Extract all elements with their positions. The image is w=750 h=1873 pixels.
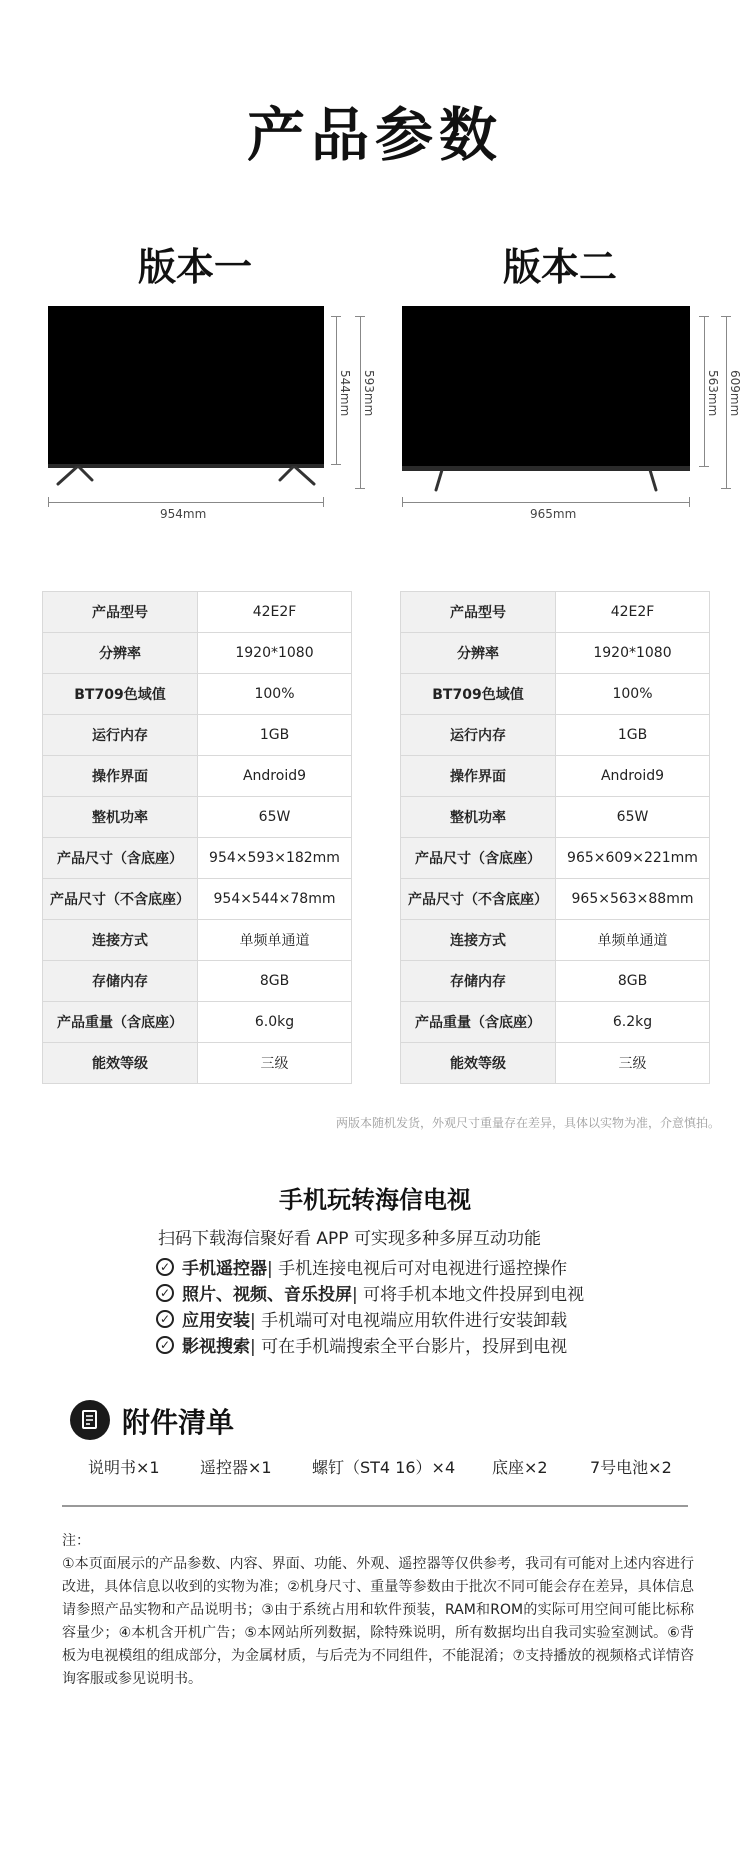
spec-row bbox=[401, 920, 710, 961]
spec-value: 6.2kg bbox=[556, 1002, 710, 1043]
accessory-item: 遥控器×1 bbox=[200, 1458, 272, 1477]
spec-row bbox=[401, 633, 710, 674]
feature-desc: | 手机端可对电视端应用软件进行安装卸载 bbox=[250, 1311, 568, 1331]
spec-row bbox=[43, 961, 352, 1002]
feature-name: 应用安装 bbox=[182, 1311, 250, 1331]
spec-row bbox=[43, 1043, 352, 1084]
tv-stand-feet bbox=[48, 466, 324, 488]
spec-row bbox=[401, 838, 710, 879]
spec-value: 100% bbox=[556, 674, 710, 715]
spec-row bbox=[401, 797, 710, 838]
spec-value: 三级 bbox=[198, 1043, 352, 1084]
accessory-item: 底座×2 bbox=[492, 1458, 548, 1477]
dim-tick bbox=[48, 497, 49, 507]
spec-key: 操作界面 bbox=[401, 756, 556, 797]
spec-table-version-one bbox=[42, 591, 352, 1084]
spec-table-version-two bbox=[400, 591, 710, 1084]
spec-row bbox=[401, 1043, 710, 1084]
check-circle-icon: ✓ bbox=[156, 1336, 174, 1354]
spec-row bbox=[43, 756, 352, 797]
spec-row bbox=[43, 920, 352, 961]
width-label: 965mm bbox=[530, 507, 577, 521]
spec-key: 产品重量（含底座） bbox=[43, 1002, 198, 1043]
spec-key: 产品型号 bbox=[43, 592, 198, 633]
spec-key: 分辨率 bbox=[401, 633, 556, 674]
spec-key: 运行内存 bbox=[43, 715, 198, 756]
spec-key: 存储内存 bbox=[401, 961, 556, 1002]
spec-row bbox=[43, 674, 352, 715]
spec-row bbox=[43, 715, 352, 756]
width-line bbox=[402, 502, 690, 503]
height-no-base-line bbox=[336, 316, 337, 464]
spec-value: Android9 bbox=[556, 756, 710, 797]
spec-value: 65W bbox=[556, 797, 710, 838]
spec-key: 整机功率 bbox=[401, 797, 556, 838]
page-title: 产品参数 bbox=[246, 101, 503, 169]
spec-row bbox=[43, 633, 352, 674]
accessories-title: 附件清单 bbox=[122, 1406, 235, 1439]
accessory-item: 7号电池×2 bbox=[590, 1458, 672, 1477]
feature-item bbox=[156, 1254, 567, 1279]
spec-value: 1GB bbox=[556, 715, 710, 756]
divider bbox=[62, 1505, 688, 1507]
version-two-label: 版本二 bbox=[502, 245, 617, 289]
width-line bbox=[48, 502, 324, 503]
spec-row bbox=[43, 797, 352, 838]
note-label: 注： bbox=[62, 1533, 90, 1549]
spec-row bbox=[401, 961, 710, 1002]
height-no-base-label: 563mm bbox=[706, 370, 720, 417]
spec-value: 954×544×78mm bbox=[198, 879, 352, 920]
spec-key: 产品型号 bbox=[401, 592, 556, 633]
dim-tick bbox=[699, 466, 709, 467]
spec-key: 能效等级 bbox=[401, 1043, 556, 1084]
dim-tick bbox=[331, 316, 341, 317]
dim-tick bbox=[355, 316, 365, 317]
spec-key: 产品尺寸（不含底座） bbox=[401, 879, 556, 920]
spec-value: 65W bbox=[198, 797, 352, 838]
spec-value: 6.0kg bbox=[198, 1002, 352, 1043]
spec-value: 8GB bbox=[556, 961, 710, 1002]
spec-key: BT709色域值 bbox=[401, 674, 556, 715]
spec-value: 42E2F bbox=[556, 592, 710, 633]
feature-name: 手机遥控器 bbox=[182, 1259, 267, 1279]
spec-key: 操作界面 bbox=[43, 756, 198, 797]
spec-row bbox=[401, 1002, 710, 1043]
spec-row bbox=[401, 592, 710, 633]
spec-key: 连接方式 bbox=[401, 920, 556, 961]
spec-key: 产品尺寸（含底座） bbox=[43, 838, 198, 879]
height-no-base-line bbox=[704, 316, 705, 466]
spec-key: 运行内存 bbox=[401, 715, 556, 756]
dim-tick bbox=[721, 488, 731, 489]
feature-desc: | 手机连接电视后可对电视进行遥控操作 bbox=[267, 1259, 568, 1279]
feature-name: 照片、视频、音乐投屏 bbox=[182, 1285, 352, 1305]
height-with-base-line bbox=[726, 316, 727, 488]
spec-value: 8GB bbox=[198, 961, 352, 1002]
dim-tick bbox=[402, 497, 403, 507]
spec-value: 954×593×182mm bbox=[198, 838, 352, 879]
dim-tick bbox=[323, 497, 324, 507]
check-circle-icon: ✓ bbox=[156, 1310, 174, 1328]
spec-value: 1920*1080 bbox=[198, 633, 352, 674]
spec-row bbox=[43, 1002, 352, 1043]
spec-row bbox=[401, 879, 710, 920]
note-body: ①本页面展示的产品参数、内容、界面、功能、外观、遥控器等仅供参考，我司有可能对上述内容进行改进，具体信息以收到的实物为准；②机身尺寸、重量等参数由于批次不同可能会存在差异，具体信息请参照产品实物和产品说明书；③由于系统占用和软件预装，RAM和ROM的实际可用空间可能比标称容量少；④本机含开机广告；⑤本网站所列数据，除特殊说明，所有数据均出自我司实验室测试。⑥背板为电视模组的组成部分，为金属材质，与后壳为不同组件，不能混淆；⑦支持播放的视频格式详情咨询客服或参见说明书。 bbox=[62, 1556, 694, 1687]
spec-key: 能效等级 bbox=[43, 1043, 198, 1084]
feature-item bbox=[156, 1280, 584, 1305]
spec-key: 连接方式 bbox=[43, 920, 198, 961]
spec-row bbox=[43, 838, 352, 879]
spec-value: 100% bbox=[198, 674, 352, 715]
spec-key: 产品尺寸（不含底座） bbox=[43, 879, 198, 920]
spec-value: 单频单通道 bbox=[556, 920, 710, 961]
spec-key: 整机功率 bbox=[43, 797, 198, 838]
height-with-base-label: 609mm bbox=[728, 370, 742, 417]
spec-value: 单频单通道 bbox=[198, 920, 352, 961]
disclaimer-text: 两版本随机发货，外观尺寸重量存在差异，具体以实物为准，介意慎拍。 bbox=[335, 1116, 720, 1130]
spec-key: 存储内存 bbox=[43, 961, 198, 1002]
spec-value: 965×563×88mm bbox=[556, 879, 710, 920]
spec-key: 产品尺寸（含底座） bbox=[401, 838, 556, 879]
spec-value: 1920*1080 bbox=[556, 633, 710, 674]
feature-desc: | 可将手机本地文件投屏到电视 bbox=[352, 1285, 585, 1305]
tv-stand-feet bbox=[402, 470, 690, 494]
check-circle-icon: ✓ bbox=[156, 1258, 174, 1276]
height-with-base-label: 593mm bbox=[362, 370, 376, 417]
spec-row bbox=[43, 592, 352, 633]
feature-item bbox=[156, 1306, 567, 1331]
app-section-subtitle: 扫码下载海信聚好看 APP 可实现多种多屏互动功能 bbox=[158, 1229, 541, 1249]
feature-name: 影视搜索 bbox=[182, 1337, 250, 1357]
app-section-title: 手机玩转海信电视 bbox=[279, 1186, 471, 1214]
spec-row bbox=[401, 674, 710, 715]
dim-tick bbox=[699, 316, 709, 317]
spec-key: BT709色域值 bbox=[43, 674, 198, 715]
feature-item bbox=[156, 1332, 567, 1357]
accessory-item: 螺钉（ST4 16）×4 bbox=[312, 1458, 456, 1477]
spec-row bbox=[43, 879, 352, 920]
document-icon bbox=[70, 1400, 110, 1440]
spec-value: 1GB bbox=[198, 715, 352, 756]
spec-row bbox=[401, 715, 710, 756]
version-one-label: 版本一 bbox=[137, 245, 252, 289]
dim-tick bbox=[331, 464, 341, 465]
check-circle-icon: ✓ bbox=[156, 1284, 174, 1302]
dim-tick bbox=[721, 316, 731, 317]
tv-screen bbox=[402, 306, 690, 466]
spec-value: 42E2F bbox=[198, 592, 352, 633]
spec-value: 965×609×221mm bbox=[556, 838, 710, 879]
height-no-base-label: 544mm bbox=[338, 370, 352, 417]
dim-tick bbox=[689, 497, 690, 507]
tv-screen bbox=[48, 306, 324, 464]
spec-value: 三级 bbox=[556, 1043, 710, 1084]
feature-desc: | 可在手机端搜索全平台影片，投屏到电视 bbox=[250, 1337, 568, 1357]
spec-key: 分辨率 bbox=[43, 633, 198, 674]
spec-value: Android9 bbox=[198, 756, 352, 797]
accessory-item: 说明书×1 bbox=[88, 1458, 160, 1477]
spec-key: 产品重量（含底座） bbox=[401, 1002, 556, 1043]
dim-tick bbox=[355, 488, 365, 489]
height-with-base-line bbox=[360, 316, 361, 488]
width-label: 954mm bbox=[160, 507, 207, 521]
spec-row bbox=[401, 756, 710, 797]
